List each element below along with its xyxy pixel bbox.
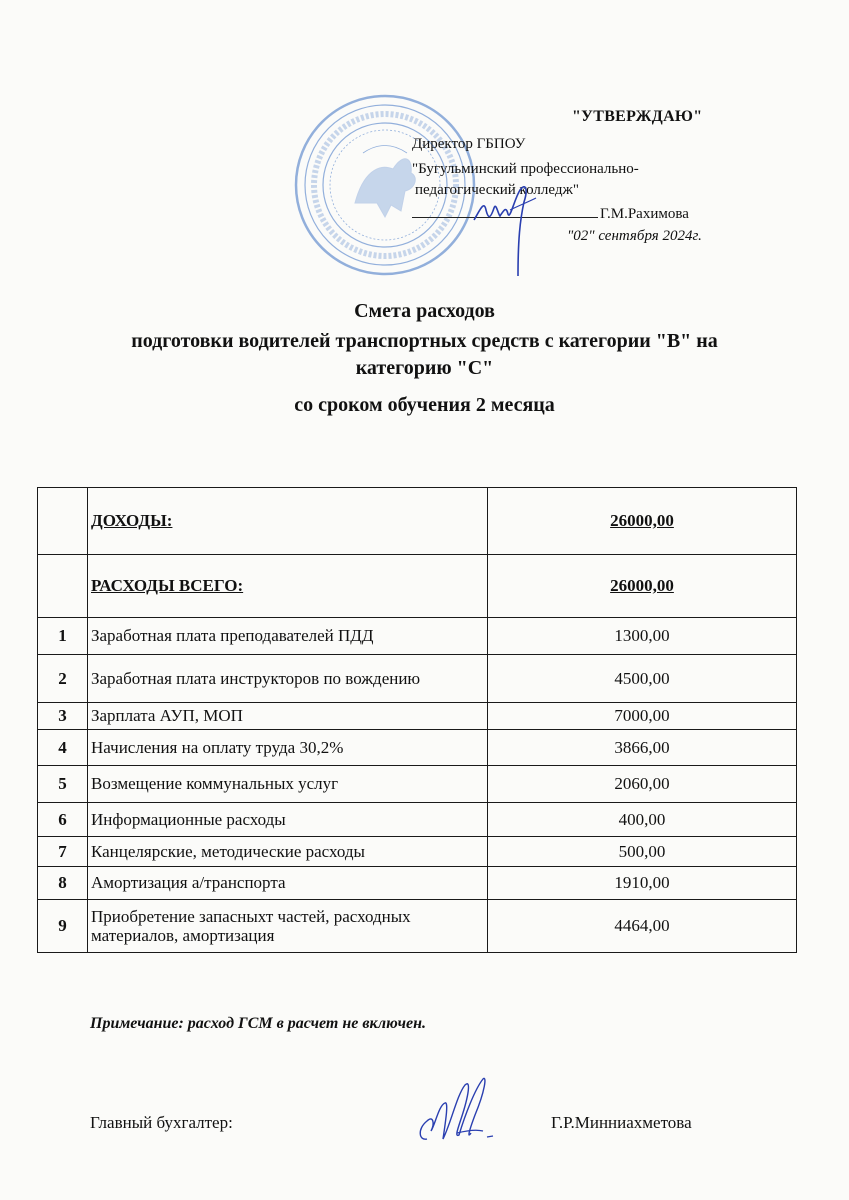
row-number: 8	[38, 867, 88, 900]
table-row	[38, 766, 797, 803]
table-row	[38, 730, 797, 766]
chief-accountant-name: Г.Р.Минниахметова	[551, 1113, 692, 1132]
row-number: 6	[38, 803, 88, 837]
row-label: РАСХОДЫ ВСЕГО:	[88, 555, 488, 618]
row-number: 5	[38, 766, 88, 803]
income-row	[38, 488, 797, 555]
row-value: 500,00	[488, 837, 797, 867]
row-number	[38, 555, 88, 618]
row-number: 9	[38, 900, 88, 953]
table-row	[38, 618, 797, 655]
table-row	[38, 803, 797, 837]
expenses-total-row	[38, 555, 797, 618]
row-label: Возмещение коммунальных услуг	[88, 766, 488, 803]
table-row	[38, 703, 797, 730]
table-row	[38, 867, 797, 900]
note-text: Примечание: расход ГСМ в расчет не включен.	[90, 1015, 426, 1032]
approval-org-line2: педагогический колледж"	[415, 182, 579, 198]
table-row	[38, 837, 797, 867]
document-subtitle-line2: категорию "С"	[355, 357, 494, 379]
row-label: Заработная плата инструкторов по вождению	[88, 655, 488, 703]
row-value: 4500,00	[488, 655, 797, 703]
row-label: Начисления на оплату труда 30,2%	[88, 730, 488, 766]
row-value: 26000,00	[488, 555, 797, 618]
row-label: Зарплата АУП, МОП	[88, 703, 488, 730]
row-number: 2	[38, 655, 88, 703]
approval-position: Директор ГБПОУ	[412, 136, 526, 152]
estimate-table	[37, 487, 797, 953]
row-label: ДОХОДЫ:	[88, 488, 488, 555]
table-row	[38, 655, 797, 703]
row-number	[38, 488, 88, 555]
approval-date: "02" сентября 2024г.	[567, 228, 702, 244]
accountant-signature-icon	[405, 1075, 515, 1155]
row-value: 3866,00	[488, 730, 797, 766]
row-value: 400,00	[488, 803, 797, 837]
approval-signature-line	[412, 203, 689, 224]
row-number: 4	[38, 730, 88, 766]
document-subtitle-line1: подготовки водителей транспортных средств с категории "В" на	[131, 330, 718, 352]
row-label: Канцелярские, методические расходы	[88, 837, 488, 867]
row-value: 26000,00	[488, 488, 797, 555]
approval-heading: "УТВЕРЖДАЮ"	[572, 108, 703, 125]
row-value: 1910,00	[488, 867, 797, 900]
row-number: 7	[38, 837, 88, 867]
row-number: 3	[38, 703, 88, 730]
row-label: Информационные расходы	[88, 803, 488, 837]
document-subtitle-line3: со сроком обучения 2 месяца	[294, 394, 555, 416]
row-label: Амортизация а/транспорта	[88, 867, 488, 900]
row-value: 1300,00	[488, 618, 797, 655]
document-title: Смета расходов	[354, 300, 495, 322]
director-signature-icon	[470, 180, 550, 280]
row-label: Приобретение запасныхт частей, расходных материалов, амортизация	[88, 900, 488, 953]
row-number: 1	[38, 618, 88, 655]
chief-accountant-label: Главный бухгалтер:	[90, 1113, 233, 1132]
approval-org-line1: "Бугульминский профессионально-	[412, 161, 639, 177]
row-value: 4464,00	[488, 900, 797, 953]
approval-signatory: Г.М.Рахимова	[600, 206, 689, 222]
table-row	[38, 900, 797, 953]
row-label: Заработная плата преподавателей ПДД	[88, 618, 488, 655]
row-value: 2060,00	[488, 766, 797, 803]
row-value: 7000,00	[488, 703, 797, 730]
